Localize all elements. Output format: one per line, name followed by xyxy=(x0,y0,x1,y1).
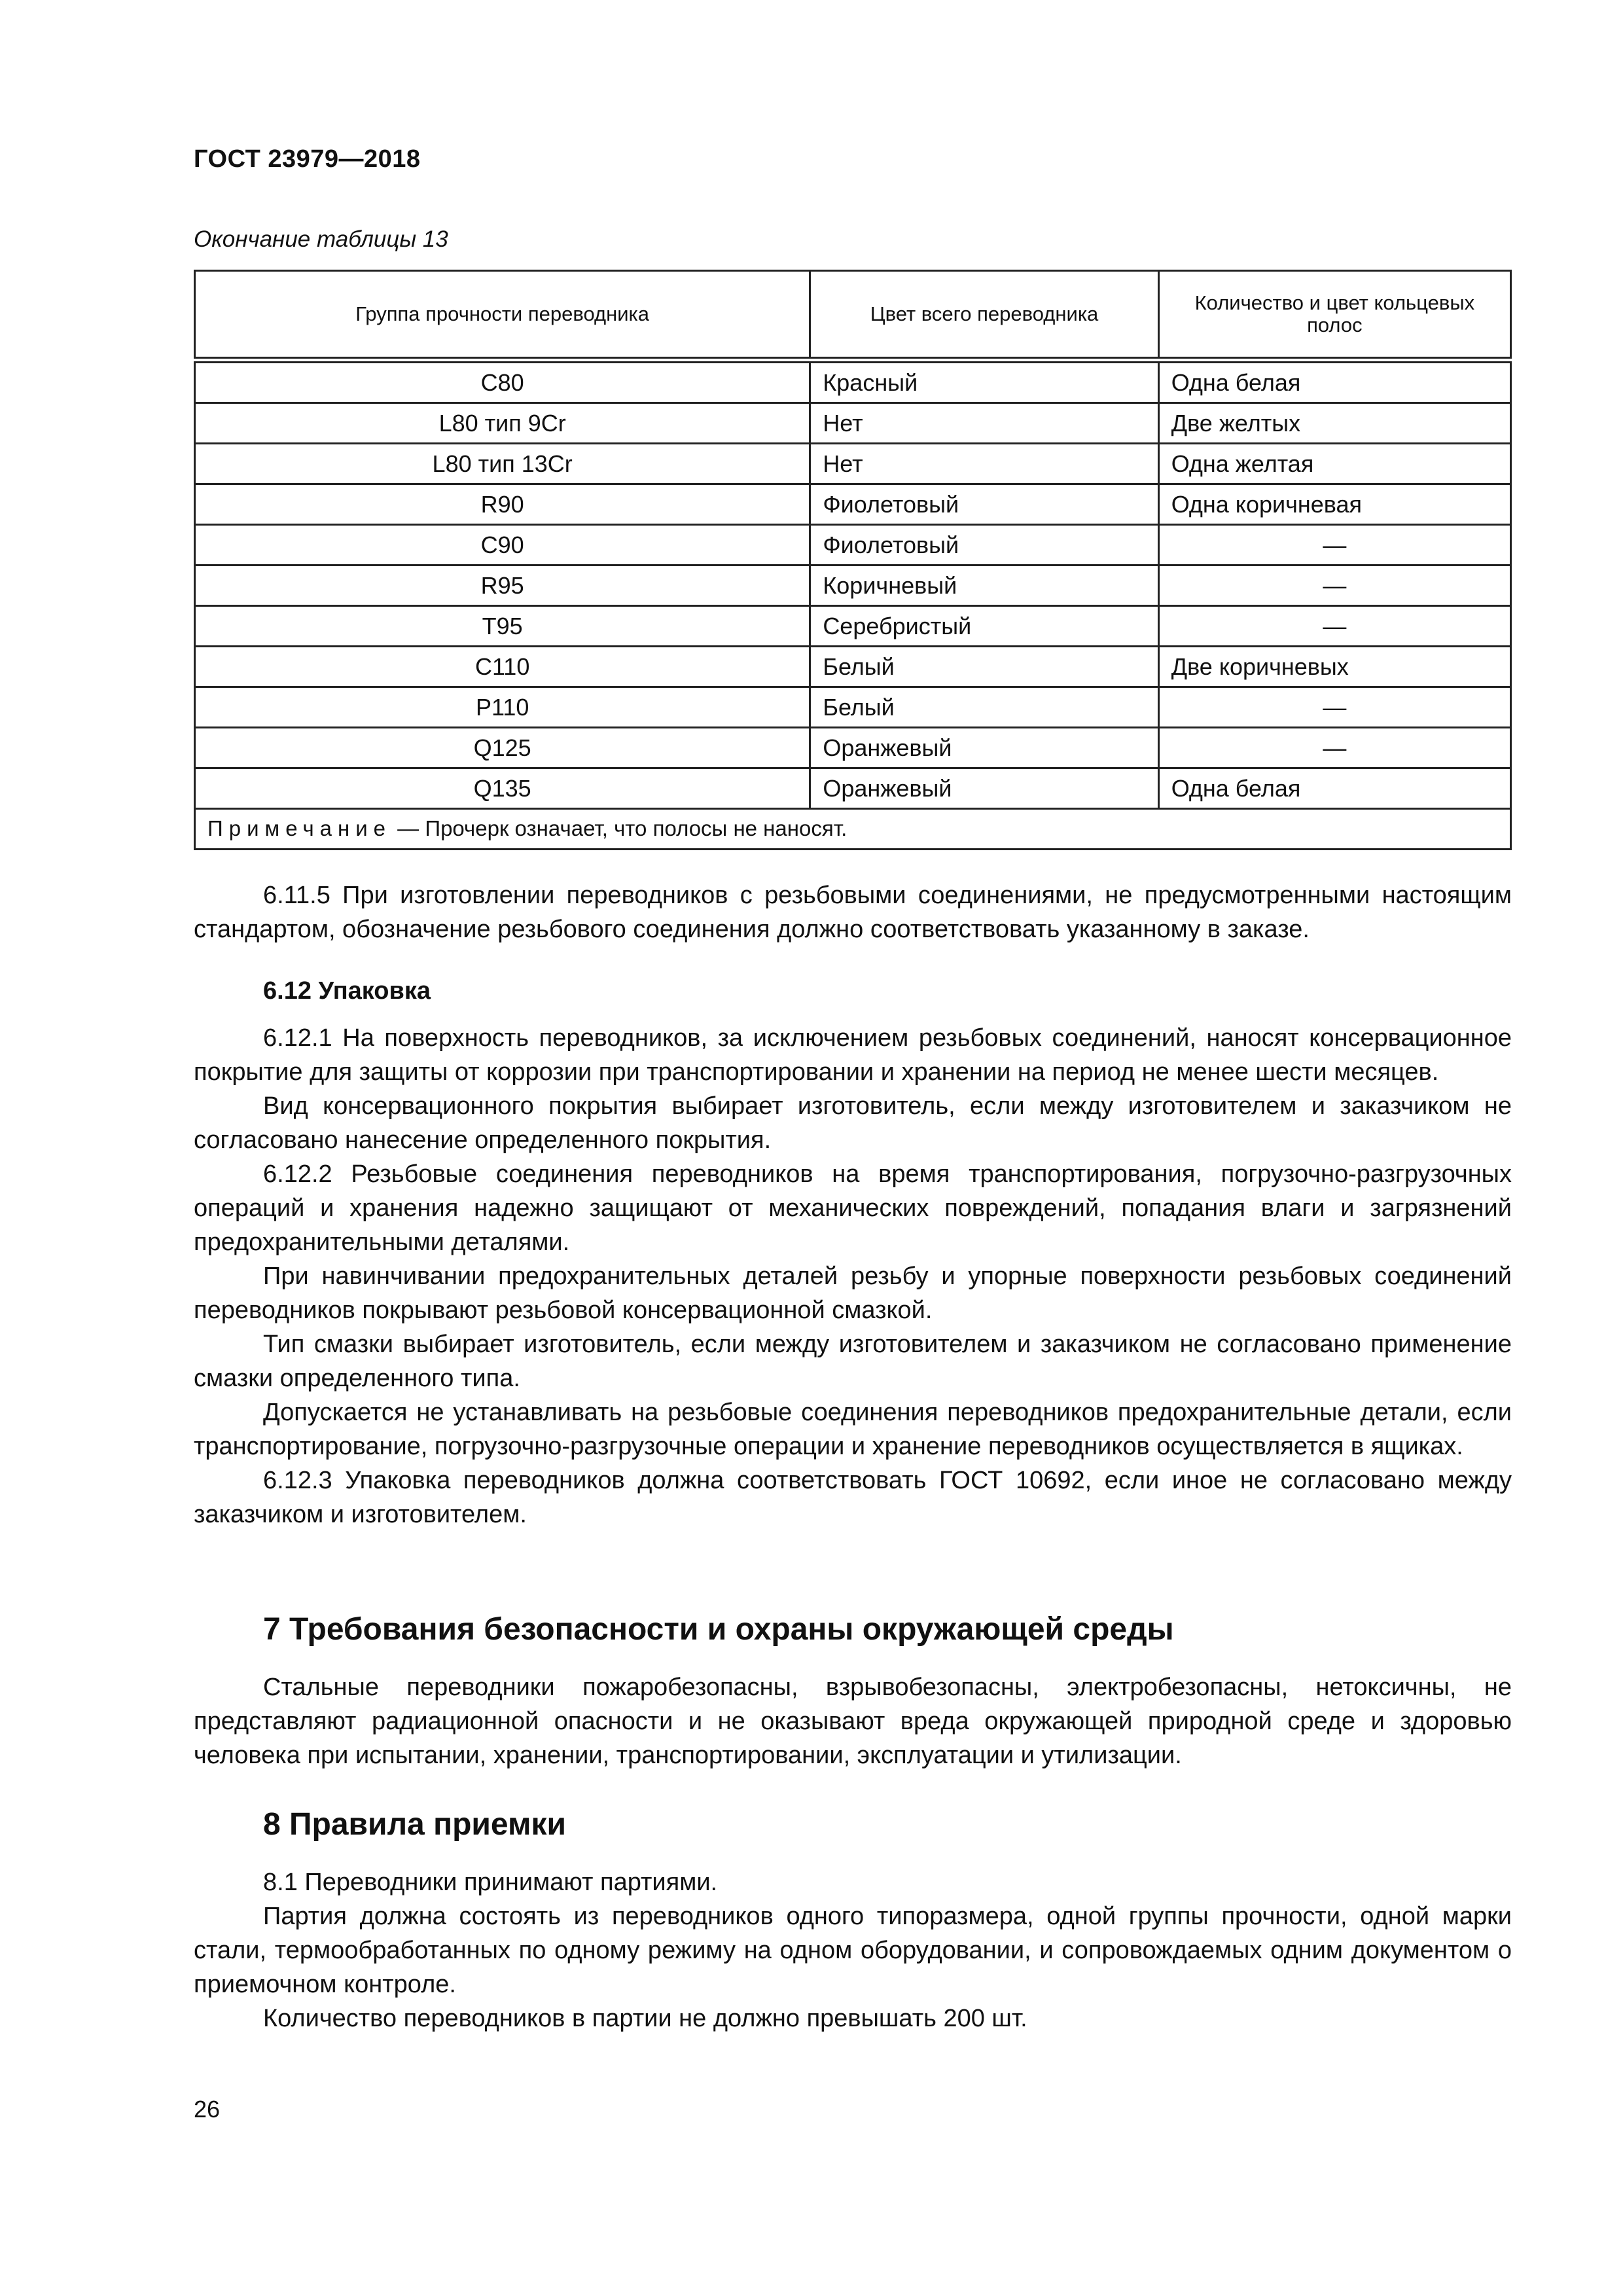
paragraph-8-1-c: Количество переводников в партии не должно превышать 200 шт. xyxy=(263,2005,1027,2032)
cell-ring-stripes: Две коричневых xyxy=(1158,647,1510,687)
section-8-body xyxy=(194,1865,1512,2036)
table-row xyxy=(195,444,1511,484)
table-row xyxy=(195,687,1511,728)
cell-body-color: Коричневый xyxy=(810,565,1158,606)
table-row xyxy=(195,403,1511,444)
cell-ring-stripes: Одна белая xyxy=(1158,768,1510,809)
paragraph-6-12-3: 6.12.3 Упаковка переводников должна соответствовать ГОСТ 10692, если иное не согласовано между заказчиком и изготовителем. xyxy=(194,1467,1512,1528)
paragraph-6-12-2-c: Тип смазки выбирает изготовитель, если между изготовителем и заказчиком не согласовано применение смазки определенного типа. xyxy=(194,1331,1512,1392)
table-13 xyxy=(194,270,1512,850)
cell-strength-group: R95 xyxy=(195,565,810,606)
cell-body-color: Белый xyxy=(810,687,1158,728)
table-row xyxy=(195,606,1511,647)
cell-body-color: Нет xyxy=(810,444,1158,484)
cell-ring-stripes: — xyxy=(1158,728,1510,768)
table-row xyxy=(195,768,1511,809)
table-header-row xyxy=(195,271,1511,361)
table-row xyxy=(195,565,1511,606)
cell-ring-stripes: Одна желтая xyxy=(1158,444,1510,484)
heading-section-7: 7 Требования безопасности и охраны окружающей среды xyxy=(263,1612,1174,1647)
section-6-12-body xyxy=(194,1021,1512,1532)
table-row xyxy=(195,728,1511,768)
cell-body-color: Белый xyxy=(810,647,1158,687)
cell-strength-group: C90 xyxy=(195,525,810,565)
table-row xyxy=(195,647,1511,687)
cell-ring-stripes: — xyxy=(1158,606,1510,647)
cell-strength-group: R90 xyxy=(195,484,810,525)
cell-body-color: Нет xyxy=(810,403,1158,444)
header-body-color: Цвет всего переводника xyxy=(810,271,1158,361)
cell-strength-group: L80 тип 13Cr xyxy=(195,444,810,484)
cell-body-color: Красный xyxy=(810,360,1158,403)
table-caption: Окончание таблицы 13 xyxy=(194,226,448,252)
cell-strength-group: Q135 xyxy=(195,768,810,809)
cell-strength-group: Q125 xyxy=(195,728,810,768)
header-ring-stripes: Количество и цвет кольцевых полос xyxy=(1158,271,1510,361)
cell-body-color: Оранжевый xyxy=(810,728,1158,768)
cell-ring-stripes: — xyxy=(1158,565,1510,606)
paragraph-6-11-5: 6.11.5 При изготовлении переводников с резьбовыми соединениями, не предусмотренными настоящим стандартом, обозначение резьбового соединения должно соответствовать указанному в заказе. xyxy=(194,882,1512,943)
cell-strength-group: C110 xyxy=(195,647,810,687)
cell-ring-stripes: Две желтых xyxy=(1158,403,1510,444)
paragraph-6-12-2-b: При навинчивании предохранительных деталей резьбу и упорные поверхности резьбовых соединений переводников покрывают резьбовой консервационной смазкой. xyxy=(194,1263,1512,1324)
cell-body-color: Оранжевый xyxy=(810,768,1158,809)
table-note-text: — Прочерк означает, что полосы не наносят. xyxy=(391,816,847,841)
table-note xyxy=(195,809,1511,850)
heading-6-12: 6.12 Упаковка xyxy=(263,977,431,1005)
cell-strength-group: C80 xyxy=(195,360,810,403)
table-note-row xyxy=(195,809,1511,850)
table-row xyxy=(195,360,1511,403)
paragraph-7: Стальные переводники пожаробезопасны, взрывобезопасны, электробезопасны, нетоксичны, не представляют радиационной опасности и не оказывают вреда окружающей природной среде и здоровью человека при испытании, хранении, транспортировании, эксплуатации и утилизации. xyxy=(194,1674,1512,1769)
cell-ring-stripes: — xyxy=(1158,525,1510,565)
paragraph-6-12-1: 6.12.1 На поверхность переводников, за исключением резьбовых соединений, наносят консервационное покрытие для защиты от коррозии при транспортировании и хранении на период не менее шести месяцев. xyxy=(194,1024,1512,1086)
paragraph-6-12-2: 6.12.2 Резьбовые соединения переводников на время транспортирования, погрузочно-разгрузочных операций и хранения надежно защищают от механических повреждений, попадания влаги и загрязнений предохранительными деталями. xyxy=(194,1160,1512,1256)
table-row xyxy=(195,525,1511,565)
table-note-label: Примечание xyxy=(207,816,392,841)
cell-ring-stripes: Одна белая xyxy=(1158,360,1510,403)
cell-ring-stripes: — xyxy=(1158,687,1510,728)
paragraph-8-1-b: Партия должна состоять из переводников одного типоразмера, одной группы прочности, одной марки стали, термообработанных по одному режиму на одном оборудовании, и сопровождаемых одним документом о приемочном контроле. xyxy=(194,1903,1512,1998)
header-strength-group: Группа прочности переводника xyxy=(195,271,810,361)
cell-body-color: Фиолетовый xyxy=(810,525,1158,565)
cell-strength-group: L80 тип 9Cr xyxy=(195,403,810,444)
paragraph-6-11-5-block xyxy=(194,878,1512,946)
cell-body-color: Серебристый xyxy=(810,606,1158,647)
cell-body-color: Фиолетовый xyxy=(810,484,1158,525)
paragraph-6-12-1-b: Вид консервационного покрытия выбирает изготовитель, если между изготовителем и заказчиком не согласовано нанесение определенного покрытия. xyxy=(194,1092,1512,1154)
heading-section-8: 8 Правила приемки xyxy=(263,1807,567,1842)
cell-strength-group: T95 xyxy=(195,606,810,647)
page-number: 26 xyxy=(194,2096,221,2123)
cell-strength-group: P110 xyxy=(195,687,810,728)
section-7-body xyxy=(194,1670,1512,1772)
table-row xyxy=(195,484,1511,525)
paragraph-6-12-2-d: Допускается не устанавливать на резьбовые соединения переводников предохранительные детали, если транспортирование, погрузочно-разгрузочные операции и хранение переводников осуществляется в ящиках. xyxy=(194,1399,1512,1460)
cell-ring-stripes: Одна коричневая xyxy=(1158,484,1510,525)
paragraph-8-1: 8.1 Переводники принимают партиями. xyxy=(263,1869,718,1896)
document-designation: ГОСТ 23979—2018 xyxy=(194,145,421,173)
